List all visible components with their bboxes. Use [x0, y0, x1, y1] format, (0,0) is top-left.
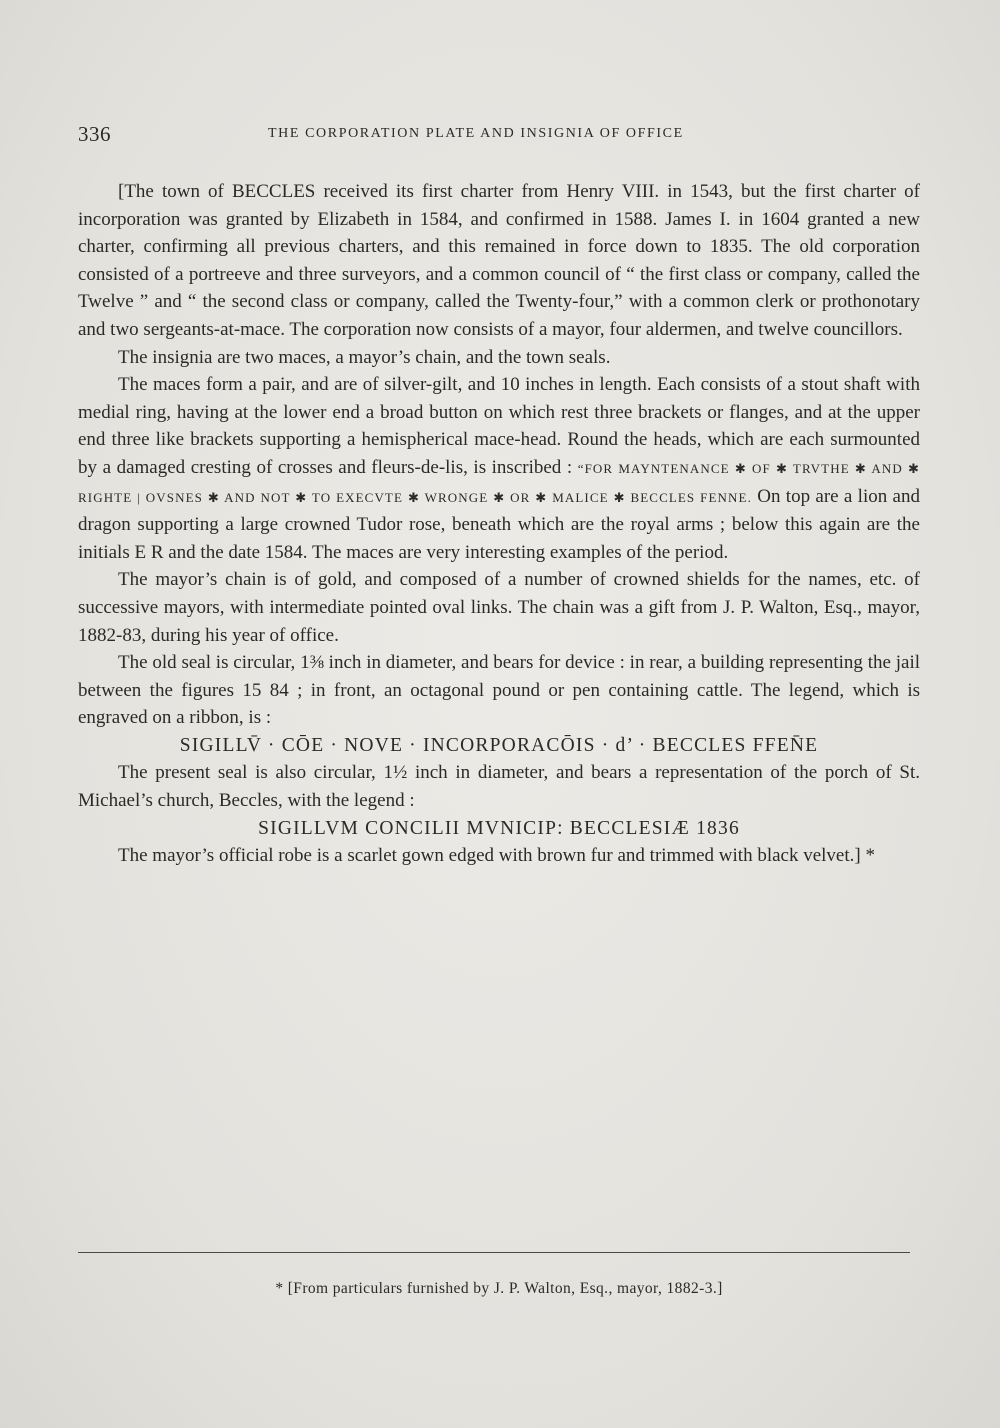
maces-description: The maces form a pair, and are of silver-gilt, and 10 inches in length. Each consists of a stout shaft with medial ring, having at the lower end a broad button on which rest three brackets or flanges, and at the upper end three like brackets supporting a hemispherical mace-head. Round the heads, which are each surmounted by a damaged cresting of crosses and fleurs-de-lis, is inscribed :: [78, 374, 920, 478]
mace-inscription: “FOR MAYNTENANCE ✱ OF ✱ TRVTHE ✱ AND ✱ RIGHTE | OVSNES ✱ AND NOT ✱ TO EXECVTE ✱ WRONGE ✱ OR ✱ MALICE ✱ BECCLES FENNE.: [78, 460, 920, 505]
footnote: * [From particulars furnished by J. P. Walton, Esq., mayor, 1882-3.]: [275, 1280, 723, 1297]
paragraph-history: [The town of BECCLES received its first charter from Henry VIII. in 1543, but the first charter of incorporation was granted by Elizabeth in 1584, and confirmed in 1588. James I. in 1604 granted a new charter, confirming all previous charters, and this remained in force down to 1835. The old corporation consisted of a portreeve and three surveyors, and a common council of “ the first class or company, called the Twelve ” and “ the second class or company, called the Twenty-four,” with a common clerk or prothonotary and two sergeants-at-mace. The corporation now consists of a mayor, four aldermen, and twelve councillors.: [78, 181, 920, 340]
paragraph-insignia: The insignia are two maces, a mayor’s chain, and the town seals.: [118, 346, 611, 368]
paragraph-maces: [78, 371, 920, 566]
page-number: 336: [78, 122, 111, 146]
old-seal-legend: SIGILLV̄ · CŌE · NOVE · INCORPORACŌIS · d’ · BECCLES FFEN̄E: [179, 734, 819, 756]
present-seal-legend: SIGILLVM CONCILII MVNICIP: BECCLESIÆ 1836: [258, 817, 740, 839]
paragraph-old-seal: The old seal is circular, 1⅜ inch in diameter, and bears for device : in rear, a building representing the jail between the figures 15 84 ; in front, an octagonal pound or pen containing cattle. The legend, which is engraved on a ribbon, is :: [78, 652, 920, 729]
paragraph-chain: The mayor’s chain is of gold, and composed of a number of crowned shields for the names, etc. of successive mayors, with intermediate pointed oval links. The chain was a gift from J. P. Walton, Esq., mayor, 1882-83, during his year of office.: [78, 569, 920, 646]
maces-description-cont: On top are a lion and dragon supporting a large crowned Tudor rose, beneath which are the royal arms ; below this again are the initials E R and the date 1584. The maces are very interesting examples of the period.: [78, 485, 920, 563]
paragraph-robe: The mayor’s official robe is a scarlet gown edged with brown fur and trimmed with black velvet.] *: [118, 845, 875, 867]
body-text: [78, 178, 920, 870]
paragraph-present-seal: The present seal is also circular, 1½ inch in diameter, and bears a representation of the porch of St. Michael’s church, Beccles, with the legend :: [78, 762, 920, 812]
footnote-divider: [78, 1252, 910, 1253]
running-title: THE CORPORATION PLATE AND INSIGNIA OF OFFICE: [268, 126, 684, 141]
page-header: [78, 122, 920, 146]
